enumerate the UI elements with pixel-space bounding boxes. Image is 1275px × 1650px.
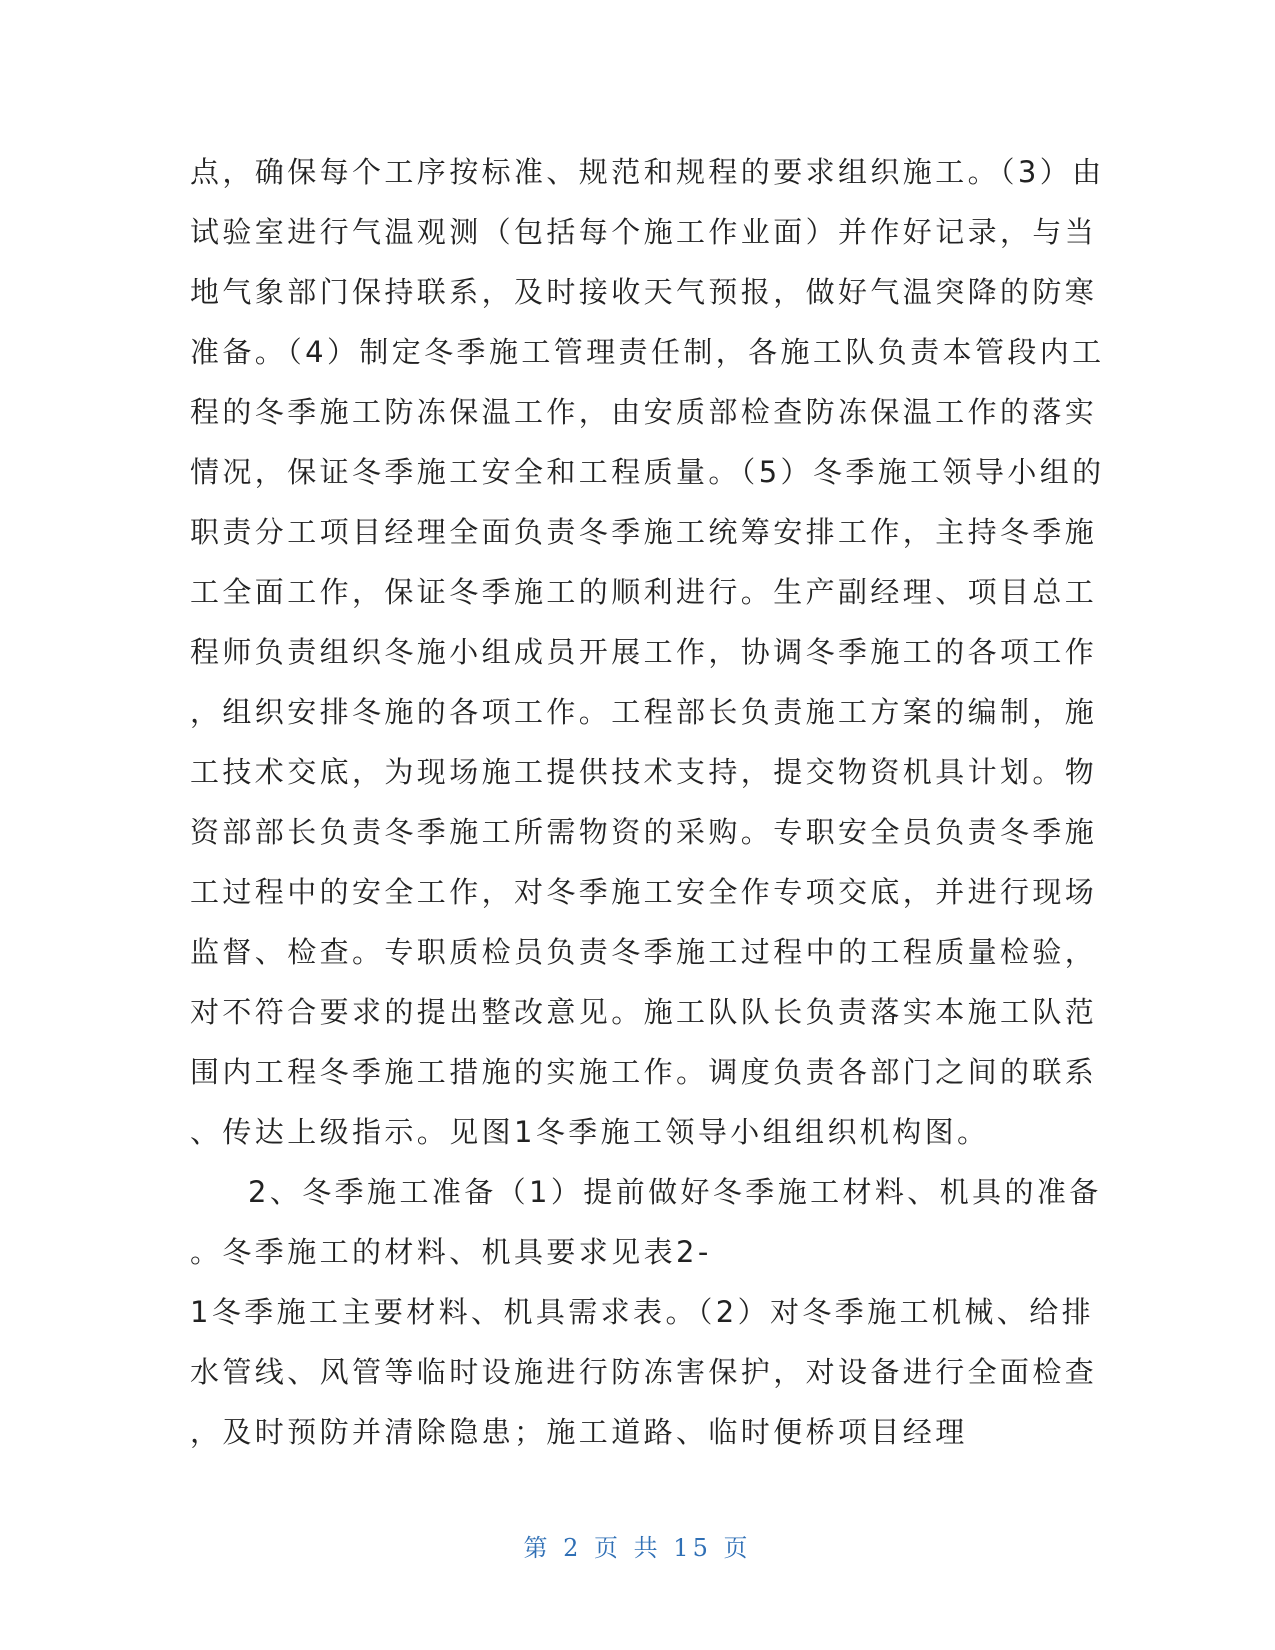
text-line: 1冬季施工主要材料、机具需求表。（2）对冬季施工机械、给排 [190, 1295, 1095, 1329]
text-line: 职责分工项目经理全面负责冬季施工统筹安排工作，主持冬季施 [190, 515, 1098, 549]
text-line: ，及时预防并清除隐患；施工道路、临时便桥项目经理 [190, 1415, 968, 1449]
text-line: 监督、检查。专职质检员负责冬季施工过程中的工程质量检验， [190, 935, 1098, 969]
text-line: 围内工程冬季施工措施的实施工作。调度负责各部门之间的联系 [190, 1055, 1098, 1089]
page-number-footer: 第 2 页 共 15 页 [523, 1534, 752, 1562]
body-text [190, 142, 1105, 1462]
text-line: 工全面工作，保证冬季施工的顺利进行。生产副经理、项目总工 [190, 575, 1098, 609]
text-line: 情况，保证冬季施工安全和工程质量。（5）冬季施工领导小组的 [190, 455, 1105, 489]
text-line: 。冬季施工的材料、机具要求见表2- [190, 1235, 712, 1269]
text-line: 试验室进行气温观测（包括每个施工作业面）并作好记录，与当 [190, 215, 1098, 249]
text-line: 工过程中的安全工作，对冬季施工安全作专项交底，并进行现场 [190, 875, 1098, 909]
paragraph-start-line: 2、冬季施工准备（1）提前做好冬季施工材料、机具的准备 [248, 1175, 1102, 1209]
text-line: 地气象部门保持联系，及时接收天气预报，做好气温突降的防寒 [190, 275, 1098, 309]
text-line: 对不符合要求的提出整改意见。施工队队长负责落实本施工队范 [190, 995, 1098, 1029]
text-line: 水管线、风管等临时设施进行防冻害保护，对设备进行全面检查 [190, 1355, 1098, 1389]
text-line: 、传达上级指示。见图1冬季施工领导小组组织机构图。 [190, 1115, 990, 1149]
text-line: 程的冬季施工防冻保温工作，由安质部检查防冻保温工作的落实 [190, 395, 1098, 429]
text-line: 点，确保每个工序按标准、规范和规程的要求组织施工。（3）由 [190, 155, 1105, 189]
text-line: 工技术交底，为现场施工提供技术支持，提交物资机具计划。物 [190, 755, 1098, 789]
text-line: 资部部长负责冬季施工所需物资的采购。专职安全员负责冬季施 [190, 815, 1098, 849]
text-line: ，组织安排冬施的各项工作。工程部长负责施工方案的编制，施 [190, 695, 1098, 729]
text-line: 程师负责组织冬施小组成员开展工作，协调冬季施工的各项工作 [190, 635, 1098, 669]
text-line: 准备。（4）制定冬季施工管理责任制，各施工队负责本管段内工 [190, 335, 1105, 369]
